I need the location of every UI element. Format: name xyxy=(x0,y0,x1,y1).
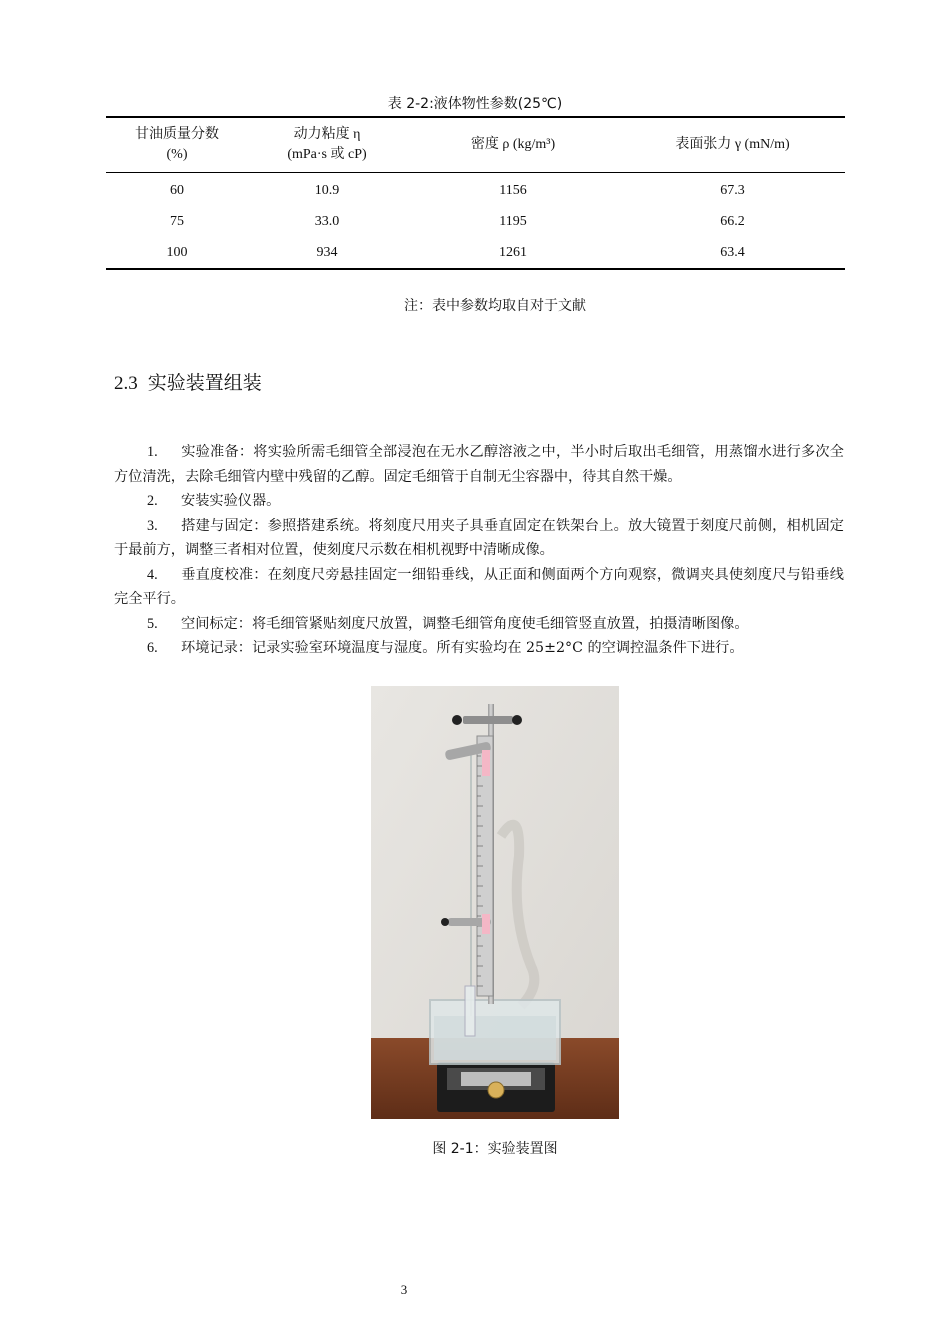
capillary-tube xyxy=(465,986,475,1036)
procedure-step: 4. 垂直度校准：在刻度尺旁悬挂固定一细铅垂线，从正面和侧面两个方向观察，微调夹具使刻度尺与铅垂线完全平行。 xyxy=(114,566,844,607)
table-row: 60 10.9 1156 67.3 xyxy=(170,182,745,198)
pink-marker-upper xyxy=(482,750,490,776)
header-surface-tension: 表面张力 γ (mN/m) xyxy=(675,137,790,152)
table-row: 75 33.0 1195 66.2 xyxy=(170,213,745,229)
header-density: 密度 ρ (kg/m³) xyxy=(470,137,556,152)
apparatus-photo xyxy=(371,686,619,1119)
procedure-list xyxy=(114,440,844,661)
header-viscosity: 动力粘度 η (mPa·s 或 cP) xyxy=(287,127,367,162)
tank-liquid xyxy=(434,1016,556,1060)
figure-caption: 图 2-1：实验装置图 xyxy=(432,1141,558,1157)
table-caption: 表 2-2:液体物性参数(25℃) xyxy=(387,96,563,112)
page-number: 3 xyxy=(400,1282,408,1297)
header-glycerol-fraction: 甘油质量分数 (%) xyxy=(135,127,219,162)
liquid-properties-table xyxy=(106,116,845,270)
section-title: 实验装置组装 xyxy=(147,372,262,394)
procedure-step: 6. 环境记录：记录实验室环境温度与湿度。所有实验均在 25±2°C 的空调控温条件下进行。 xyxy=(147,640,744,656)
pink-marker-lower xyxy=(482,914,490,934)
lower-clamp-knob xyxy=(441,918,449,926)
clamp-knob-left xyxy=(452,715,462,725)
top-clamp xyxy=(463,716,513,724)
procedure-step: 1. 实验准备：将实验所需毛细管全部浸泡在无水乙醇溶液之中，半小时后取出毛细管，用蒸馏水进行多次全方位清洗，去除毛细管内壁中残留的乙醇。固定毛细管于自制无尘容器中，待其自然干燥。 xyxy=(114,444,844,485)
section-heading xyxy=(114,368,262,395)
section-number: 2.3 xyxy=(114,373,138,394)
procedure-step: 5. 空间标定：将毛细管紧贴刻度尺放置，调整毛细管角度使毛细管竖直放置，拍摄清晰图像。 xyxy=(147,615,749,632)
table-row: 100 934 1261 63.4 xyxy=(106,237,845,269)
clamp-knob-right xyxy=(512,715,522,725)
table-header-row xyxy=(106,117,845,173)
procedure-step: 3. 搭建与固定：参照搭建系统。将刻度尺用夹子具垂直固定在铁架台上。放大镜置于刻度尺前侧，相机固定于最前方，调整三者相对位置，使刻度尺示数在相机视野中清晰成像。 xyxy=(114,517,844,558)
procedure-step: 2. 安装实验仪器。 xyxy=(147,493,281,509)
apparatus-illustration xyxy=(371,686,619,1119)
table-note: 注：表中参数均取自对于文献 xyxy=(404,298,586,314)
adjust-knob xyxy=(488,1082,504,1098)
